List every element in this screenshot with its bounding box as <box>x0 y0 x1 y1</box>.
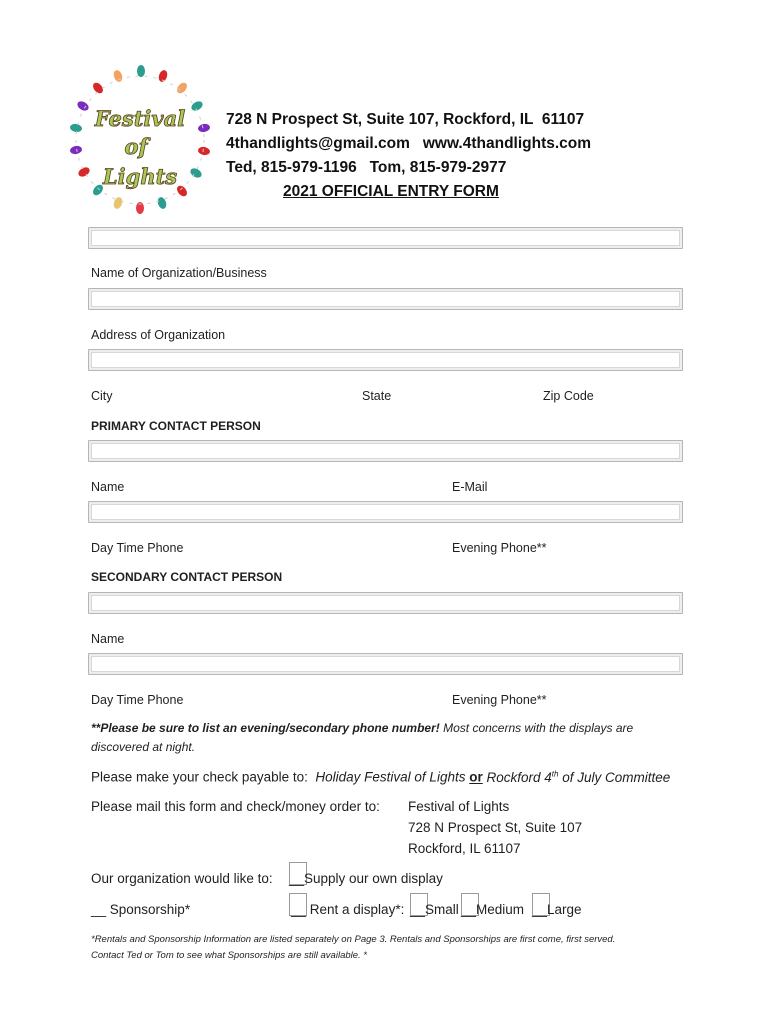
primary-name-label: Name <box>91 480 125 494</box>
secondary-evening-phone-label: Evening Phone** <box>452 693 547 707</box>
header-address: 728 N Prospect St, Suite 107, Rockford, IL 61107 <box>226 111 585 128</box>
secondary-phone-field[interactable] <box>88 653 683 675</box>
primary-contact-heading: PRIMARY CONTACT PERSON <box>91 419 261 433</box>
state-label: State <box>362 389 392 403</box>
payable-line <box>91 769 670 785</box>
secondary-name-label: Name <box>91 632 125 646</box>
payable-or: or <box>469 769 483 785</box>
primary-email-label: E-Mail <box>452 480 488 494</box>
payable-option-holiday: Holiday Festival of Lights <box>315 769 466 785</box>
organization-name-label: Name of Organization/Business <box>91 266 267 280</box>
mail-label: Please mail this form and check/money order to: <box>91 799 380 814</box>
footnote-line2: Contact Ted or Tom to see what Sponsorships are still available. * <box>91 950 368 961</box>
payable-label: Please make your check payable to: <box>91 769 308 785</box>
options-intro: Our organization would like to: <box>91 871 273 886</box>
header-phones: Ted, 815-979-1196 Tom, 815-979-2977 <box>226 159 507 176</box>
primary-evening-phone-label: Evening Phone** <box>452 541 547 555</box>
evening-phone-note <box>91 719 691 757</box>
secondary-contact-heading: SECONDARY CONTACT PERSON <box>91 570 283 584</box>
festival-of-lights-logo <box>62 62 220 224</box>
mail-address-line3: Rockford, IL 61107 <box>408 841 521 856</box>
large-label: __Large <box>532 902 582 917</box>
medium-label: __Medium <box>461 902 525 917</box>
city-label: City <box>91 389 113 403</box>
mail-address-line1: Festival of Lights <box>408 799 510 814</box>
zip-code-label: Zip Code <box>543 389 594 403</box>
supply-display-label: __Supply our own display <box>289 871 443 886</box>
note-emphasis: **Please be sure to list an evening/secondary phone number! <box>91 721 440 735</box>
note-text: Most concerns with the displays are discovered at night. <box>91 721 634 754</box>
small-label: __Small <box>410 902 459 917</box>
city-state-zip-field[interactable] <box>88 349 683 371</box>
organization-address-label: Address of Organization <box>91 328 226 342</box>
logo-word-of: of <box>124 134 148 159</box>
header-contact: 4thandlights@gmail.com www.4thandlights.com <box>226 135 592 152</box>
primary-name-email-field[interactable] <box>88 440 683 462</box>
organization-address-field[interactable] <box>88 288 683 310</box>
rent-display-label: __ Rent a display*: <box>291 902 405 917</box>
form-title: 2021 OFFICIAL ENTRY FORM <box>283 183 499 200</box>
footnote <box>91 932 711 964</box>
primary-day-phone-label: Day Time Phone <box>91 541 184 555</box>
secondary-day-phone-label: Day Time Phone <box>91 693 184 707</box>
logo-word-lights: Lights <box>102 164 178 189</box>
logo-word-festival: Festival <box>94 106 186 131</box>
footnote-line1: *Rentals and Sponsorship Information are listed separately on Page 3. Rentals and Sponsorships are first come, first served. <box>91 934 616 945</box>
primary-phone-field[interactable] <box>88 501 683 523</box>
sponsorship-option[interactable]: __ Sponsorship* <box>91 902 191 917</box>
mail-address-line2: 728 N Prospect St, Suite 107 <box>408 820 583 835</box>
secondary-name-field[interactable] <box>88 592 683 614</box>
payable-option-rockford: Rockford 4th of July Committee <box>486 769 671 785</box>
organization-name-field[interactable] <box>88 227 683 249</box>
form-header <box>226 108 646 204</box>
